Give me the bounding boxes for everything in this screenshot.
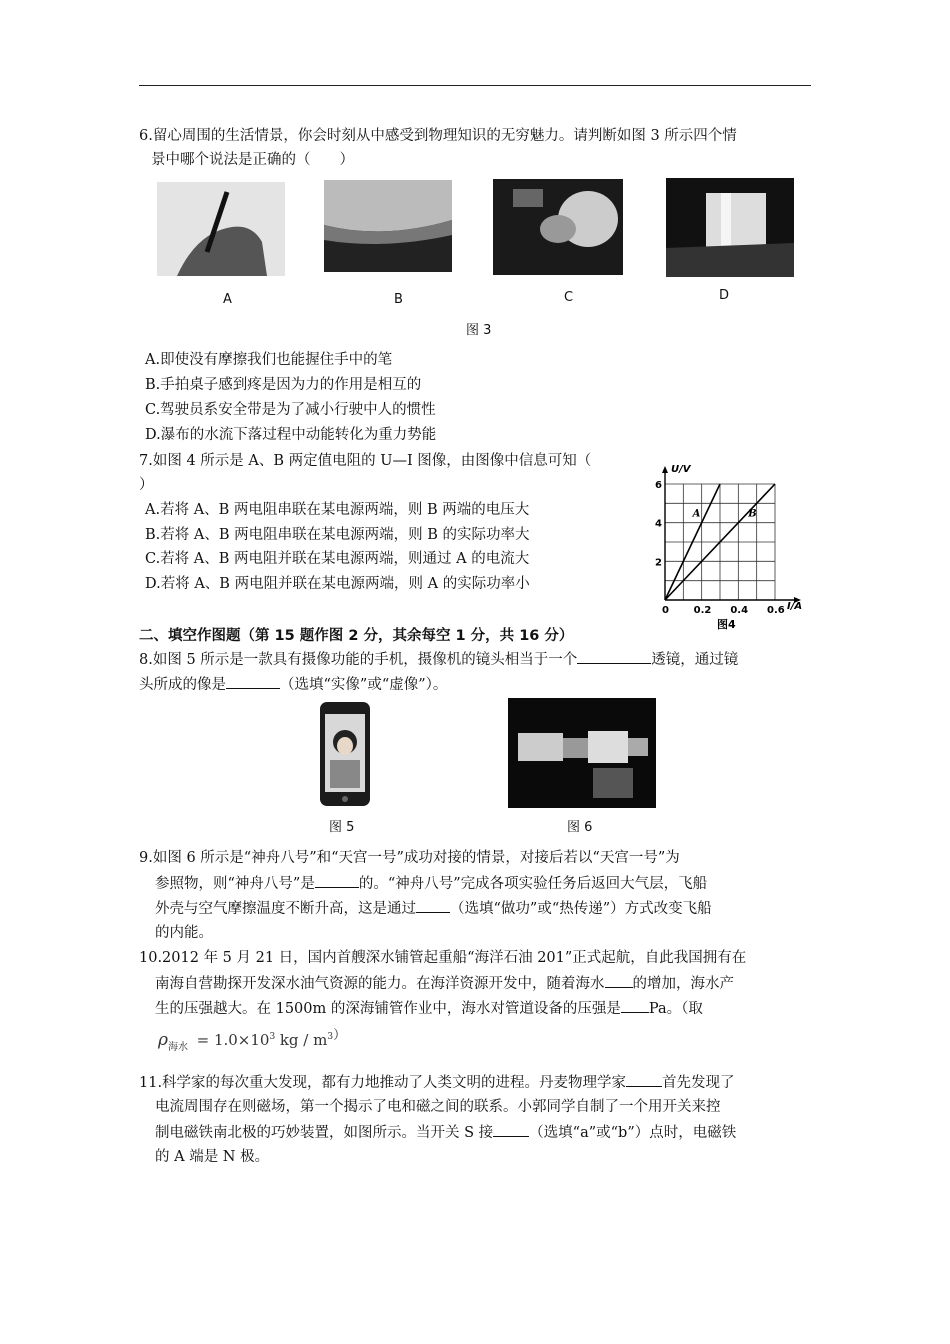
q10-line3-a: 生的压强越大。在 1500m 的深海铺管作业中，海水对管道设备的压强是 bbox=[155, 1001, 621, 1017]
q11-line2: 电流周围存在则磁场，第一个揭示了电和磁之间的联系。小郭同学自制了一个用开关来控 bbox=[155, 1099, 721, 1115]
q7-option-d: D.若将 A、B 两电阻并联在某电源两端，则 A 的实际功率小 bbox=[145, 576, 530, 592]
q11-line3 bbox=[155, 1122, 736, 1143]
q8-line1-a: 8.如图 5 所示是一款具有摄像功能的手机，摄像机的镜头相当于一个 bbox=[139, 652, 578, 668]
photo-waterfall bbox=[666, 178, 794, 277]
y-tick-label: 2 bbox=[655, 557, 662, 569]
q11-line1-b: 首先发现了 bbox=[662, 1075, 735, 1091]
q8-line1-b: 透镜，通过镜 bbox=[651, 652, 739, 668]
x-axis-label: I/A bbox=[787, 601, 803, 612]
formula-unit: kg / m bbox=[279, 1031, 328, 1049]
figure4-caption: 图4 bbox=[717, 618, 736, 631]
photo-hand-table bbox=[324, 180, 452, 272]
q8-blank-lens[interactable] bbox=[577, 649, 651, 664]
q9-line2 bbox=[155, 873, 707, 894]
figure5-caption: 图 5 bbox=[329, 820, 355, 835]
q7-option-a: A.若将 A、B 两电阻串联在某电源两端，则 B 两端的电压大 bbox=[145, 502, 530, 518]
top-rule bbox=[139, 85, 811, 86]
q10-line3-b: Pa。（取 bbox=[648, 1001, 703, 1017]
photo-label-a: A bbox=[223, 292, 232, 307]
q9-line2-a: 参照物，则“神舟八号”是 bbox=[155, 876, 315, 892]
q10-line2-a: 南海自营勘探开发深水油气资源的能力。在海洋资源开发中，随着海水 bbox=[155, 976, 605, 992]
q7-stem-line2: ） bbox=[139, 477, 154, 493]
q10-line3 bbox=[155, 998, 703, 1019]
q9-line3 bbox=[155, 898, 712, 919]
q8-line2 bbox=[139, 674, 447, 695]
formula-exp: 3 bbox=[269, 1032, 276, 1043]
formula-rho: ρ bbox=[158, 1030, 168, 1050]
q6-option-a: A.即使没有摩擦我们也能握住手中的笔 bbox=[145, 352, 393, 368]
q11-line1 bbox=[139, 1072, 735, 1093]
formula-unit-exp: 3 bbox=[327, 1032, 334, 1043]
figure3-caption: 图 3 bbox=[466, 323, 492, 338]
section-heading: 二、填空作图题（第 15 题作图 2 分，其余每空 1 分，共 16 分） bbox=[139, 628, 574, 644]
figure6-caption: 图 6 bbox=[567, 820, 593, 835]
figure6-spacecraft bbox=[508, 698, 656, 808]
q7-option-c: C.若将 A、B 两电阻并联在某电源两端，则通过 A 的电流大 bbox=[145, 551, 530, 567]
photo-label-c: C bbox=[564, 290, 574, 305]
q6-stem-line1: 6.留心周围的生活情景，你会时刻从中感受到物理知识的无穷魅力。请判断如图 3 所示四个情 bbox=[139, 128, 737, 144]
formula-close: ） bbox=[333, 1028, 347, 1043]
q8-blank-image[interactable] bbox=[226, 674, 280, 689]
q6-option-b: B.手拍桌子感到疼是因为力的作用是相互的 bbox=[145, 377, 422, 393]
q11-line1-a: 11.科学家的每次重大发现，都有力地推动了人类文明的进程。丹麦物理学家 bbox=[139, 1075, 627, 1091]
photo-driver-seatbelt bbox=[493, 179, 623, 275]
photo-label-b: B bbox=[394, 292, 403, 307]
q11-blank-switch[interactable] bbox=[493, 1122, 529, 1137]
figure5-phone bbox=[318, 700, 372, 808]
x-tick-label: 0.2 bbox=[693, 605, 712, 616]
q8-line2-b: （选填“实像”或“虚像”）。 bbox=[280, 677, 448, 693]
q9-line1: 9.如图 6 所示是“神舟八号”和“天宫一号”成功对接的情景，对接后若以“天宫一号”为 bbox=[139, 850, 680, 866]
q10-line1: 10.2012 年 5 月 21 日，国内首艘深水铺管起重船“海洋石油 201”正式起航，自此我国拥有在 bbox=[139, 950, 747, 966]
formula-value: = 1.0×10 bbox=[196, 1031, 270, 1049]
q11-line3-b: （选填“a”或“b”）点时，电磁铁 bbox=[529, 1125, 737, 1141]
q10-blank-pressure[interactable] bbox=[621, 998, 649, 1013]
q9-line2-b: 的。“神舟八号”完成各项实验任务后返回大气层，飞船 bbox=[358, 876, 708, 892]
figure4-chart bbox=[650, 462, 815, 632]
q7-stem-line1: 7.如图 4 所示是 A、B 两定值电阻的 U—I 图像，由图像中信息可知（ bbox=[139, 453, 592, 469]
q9-blank-reference[interactable] bbox=[315, 873, 359, 888]
photo-label-d: D bbox=[719, 288, 730, 303]
q10-line2-b: 的增加，海水产 bbox=[632, 976, 734, 992]
q6-option-c: C.驾驶员系安全带是为了减小行驶中人的惯性 bbox=[145, 402, 436, 418]
q8-line1 bbox=[139, 649, 738, 670]
series-label-a: A bbox=[692, 508, 701, 520]
photo-hand-writing bbox=[157, 182, 285, 276]
q10-blank-depth[interactable] bbox=[605, 973, 633, 988]
q9-line3-b: （选填“做功”或“热传递”）方式改变飞船 bbox=[450, 901, 712, 917]
series-label-b: B bbox=[748, 508, 757, 520]
q9-line3-a: 外壳与空气摩擦温度不断升高，这是通过 bbox=[155, 901, 416, 917]
q9-line4: 的内能。 bbox=[155, 925, 213, 941]
q10-line2 bbox=[155, 973, 734, 994]
x-tick-label: 0 bbox=[662, 605, 669, 616]
y-tick-label: 6 bbox=[655, 480, 662, 491]
q6-stem-line2: 景中哪个说法是正确的（ ） bbox=[151, 152, 354, 168]
q11-line4: 的 A 端是 N 极。 bbox=[155, 1149, 270, 1165]
q11-line3-a: 制电磁铁南北极的巧妙装置，如图所示。当开关 S 接 bbox=[155, 1125, 494, 1141]
x-tick-label: 0.4 bbox=[730, 605, 749, 616]
q11-blank-scientist[interactable] bbox=[626, 1072, 662, 1087]
y-tick-label: 4 bbox=[655, 518, 662, 530]
q10-formula bbox=[158, 1028, 347, 1053]
x-tick-label: 0.6 bbox=[767, 605, 785, 616]
q7-option-b: B.若将 A、B 两电阻串联在某电源两端，则 B 的实际功率大 bbox=[145, 527, 530, 543]
q6-option-d: D.瀑布的水流下落过程中动能转化为重力势能 bbox=[145, 427, 437, 443]
formula-sub: 海水 bbox=[168, 1042, 188, 1053]
q9-blank-method[interactable] bbox=[416, 898, 450, 913]
q8-line2-a: 头所成的像是 bbox=[139, 677, 226, 693]
y-axis-arrow bbox=[662, 466, 668, 473]
y-axis-label: U/V bbox=[671, 464, 691, 475]
